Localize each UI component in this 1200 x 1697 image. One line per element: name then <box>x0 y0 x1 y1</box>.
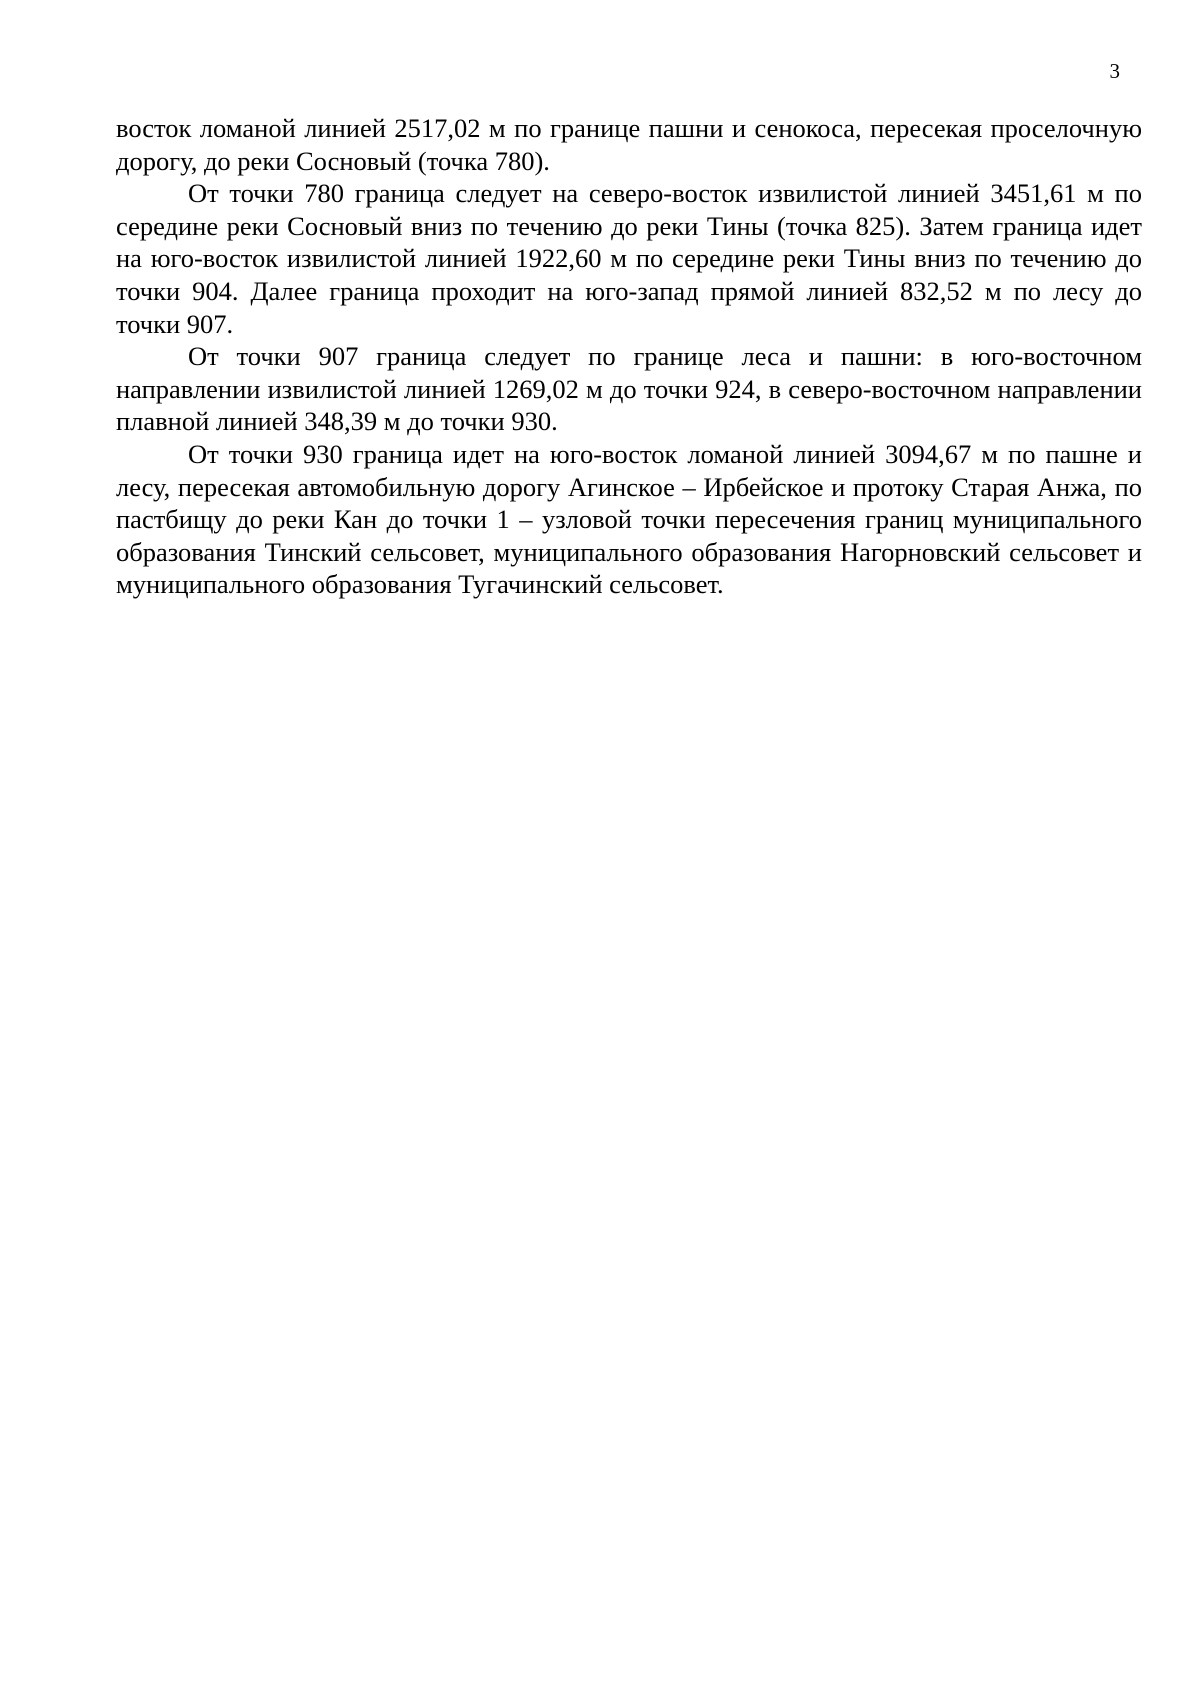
page-number: 3 <box>1109 59 1120 83</box>
paragraph-3: От точки 907 граница следует по границе леса и пашни: в юго-восточном направлении извилистой линией 1269,02 м до точки 924, в северо-восточном направлении плавной линией 348,39 м до точки 930. <box>116 341 1142 437</box>
paragraph-4: От точки 930 граница идет на юго-восток ломаной линией 3094,67 м по пашне и лесу, пересекая автомобильную дорогу Агинское – Ирбейское и протоку Старая Анжа, по пастбищу до реки Кан до точки 1 – узловой точки пересечения границ муниципального образования Тинский сельсовет, муниципального образования Нагорновский сельсовет и муниципального образования Тугачинский сельсовет. <box>116 438 1142 600</box>
paragraph-2: От точки 780 граница следует на северо-восток извилистой линией 3451,61 м по середине реки Сосновый вниз по течению до реки Тины (точка 825). Затем граница идет на юго-восток извилистой линией 1922,60 м по середине реки Тины вниз по течению до точки 904. Далее граница проходит на юго-запад прямой линией 832,52 м по лесу до точки 907. <box>116 178 1142 339</box>
body-text <box>116 112 1142 601</box>
paragraph-1: восток ломаной линией 2517,02 м по границе пашни и сенокоса, пересекая проселочную дорогу, до реки Сосновый (точка 780). <box>116 113 1142 176</box>
